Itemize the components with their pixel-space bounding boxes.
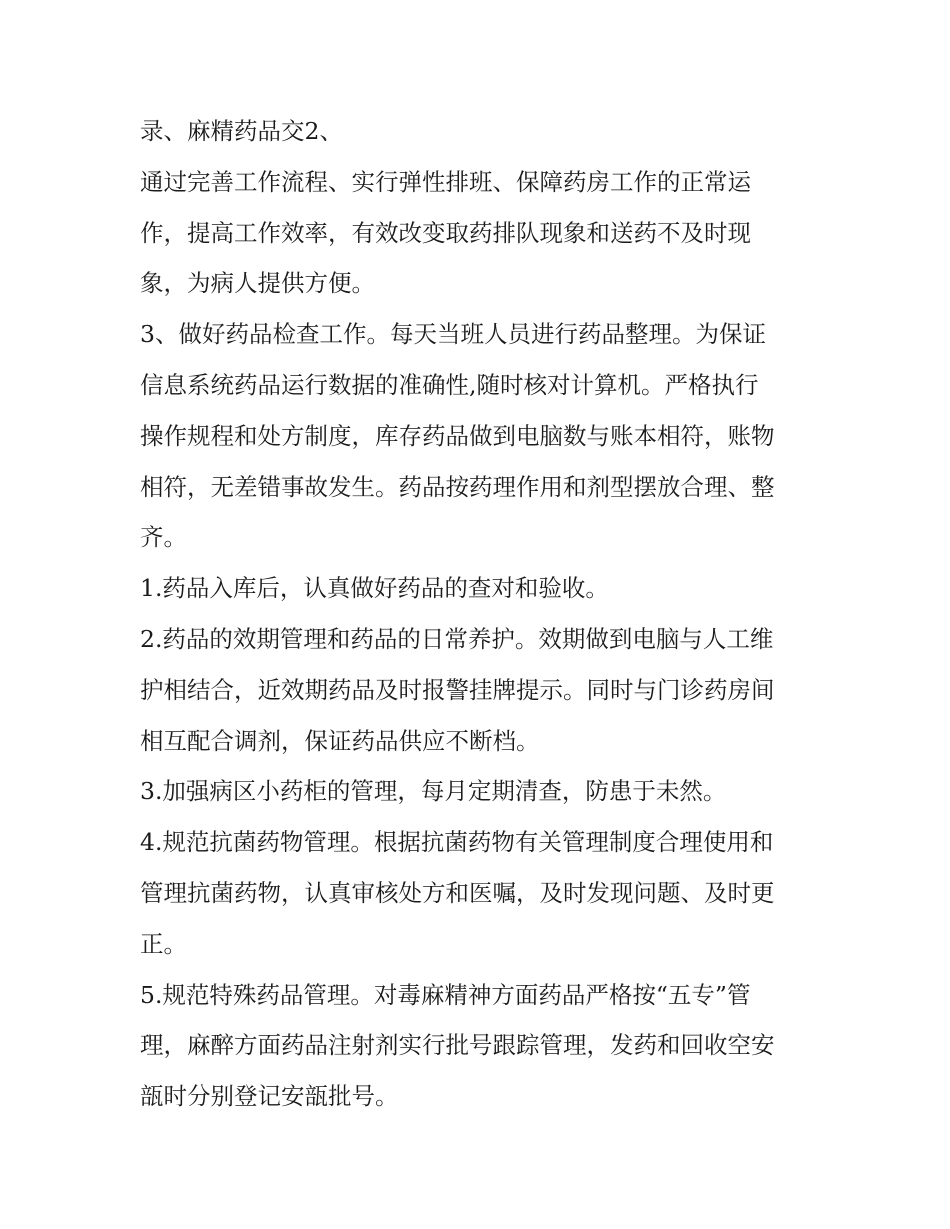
text-line: 护相结合，近效期药品及时报警挂牌提示。同时与门诊药房间 [140, 675, 775, 704]
text-line: 相符，无差错事故发生。药品按药理作用和剂型摆放合理、整 [140, 472, 775, 501]
text-line: 信息系统药品运行数据的准确性,随时核对计算机。严格执行 [140, 370, 759, 399]
text-line: 4.规范抗菌药物管理。根据抗菌药物有关管理制度合理使用和 [140, 828, 774, 857]
text-line: 操作规程和处方制度，库存药品做到电脑数与账本相符，账物 [140, 421, 775, 450]
text-line: 1.药品入库后，认真做好药品的查对和验收。 [140, 574, 609, 603]
text-line: 管理抗菌药物，认真审核处方和医嘱，及时发现问题、及时更 [140, 878, 775, 907]
text-line: 通过完善工作流程、实行弹性排班、保障药房工作的正常运 [140, 167, 751, 196]
text-line: 3.加强病区小药柜的管理，每月定期清查，防患于未然。 [140, 777, 727, 806]
document-body [140, 106, 820, 1122]
text-line: 2.药品的效期管理和药品的日常养护。效期做到电脑与人工维 [140, 624, 774, 653]
text-line: 瓿时分别登记安瓿批号。 [140, 1082, 399, 1111]
text-line: 齐。 [140, 523, 187, 552]
text-line: 录、麻精药品交2、 [140, 117, 343, 145]
text-line: 理，麻醉方面药品注射剂实行批号跟踪管理，发药和回收空安 [140, 1031, 775, 1060]
text-line: 3、做好药品检查工作。每天当班人员进行药品整理。为保证 [140, 320, 766, 349]
text-line: 作，提高工作效率，有效改变取药排队现象和送药不及时现 [140, 218, 751, 247]
text-line: 正。 [140, 929, 187, 958]
text-line: 象，为病人提供方便。 [140, 269, 375, 298]
text-line: 相互配合调剂，保证药品供应不断档。 [140, 726, 540, 755]
text-line: 5.规范特殊药品管理。对毒麻精神方面药品严格按“五专”管 [140, 980, 751, 1009]
